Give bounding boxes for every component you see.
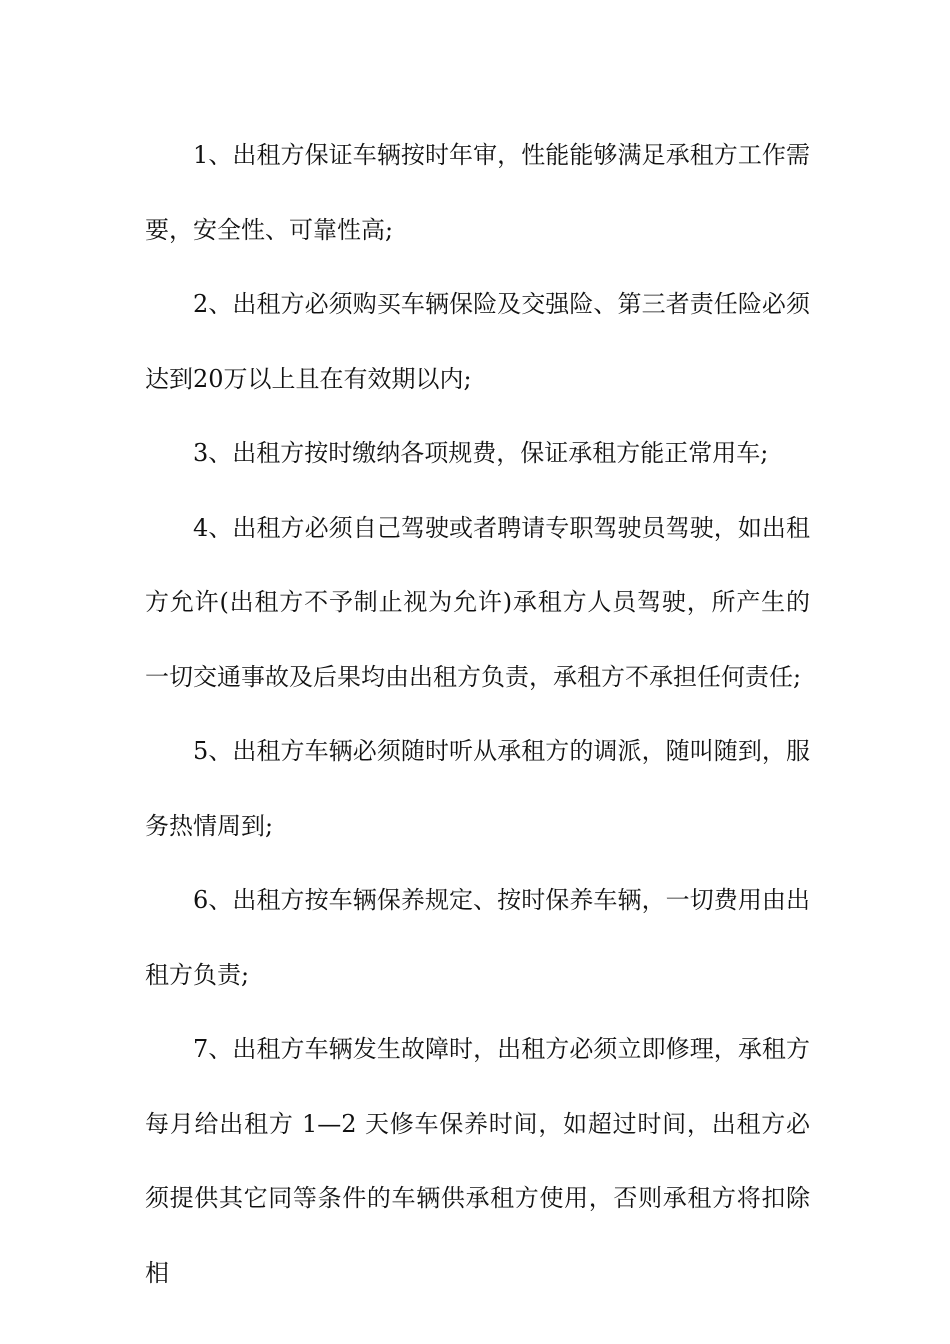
- clause-5: 5、出租方车辆必须随时听从承租方的调派，随叫随到，服务热情周到;: [145, 737, 810, 840]
- clause-6: 6、出租方按车辆保养规定、按时保养车辆，一切费用由出租方负责;: [145, 886, 810, 989]
- clause-1: 1、出租方保证车辆按时年审，性能能够满足承租方工作需要，安全性、可靠性高;: [145, 141, 810, 244]
- clause-7: 7、出租方车辆发生故障时，出租方必须立即修理，承租方每月给出租方 1—2 天修车保养时间，如超过时间，出租方必须提供其它同等条件的车辆供承租方使用，否则承租方将扣除相: [145, 1035, 810, 1287]
- clause-4: 4、出租方必须自己驾驶或者聘请专职驾驶员驾驶，如出租方允许(出租方不予制止视为允许)承租方人员驾驶，所产生的一切交通事故及后果均由出租方负责，承租方不承担任何责任;: [145, 513, 810, 691]
- document-body: [145, 118, 810, 1310]
- clause-3: 3、出租方按时缴纳各项规费，保证承租方能正常用车;: [193, 439, 769, 467]
- clause-2: 2、出租方必须购买车辆保险及交强险、第三者责任险必须达到20万以上且在有效期以内;: [145, 290, 810, 393]
